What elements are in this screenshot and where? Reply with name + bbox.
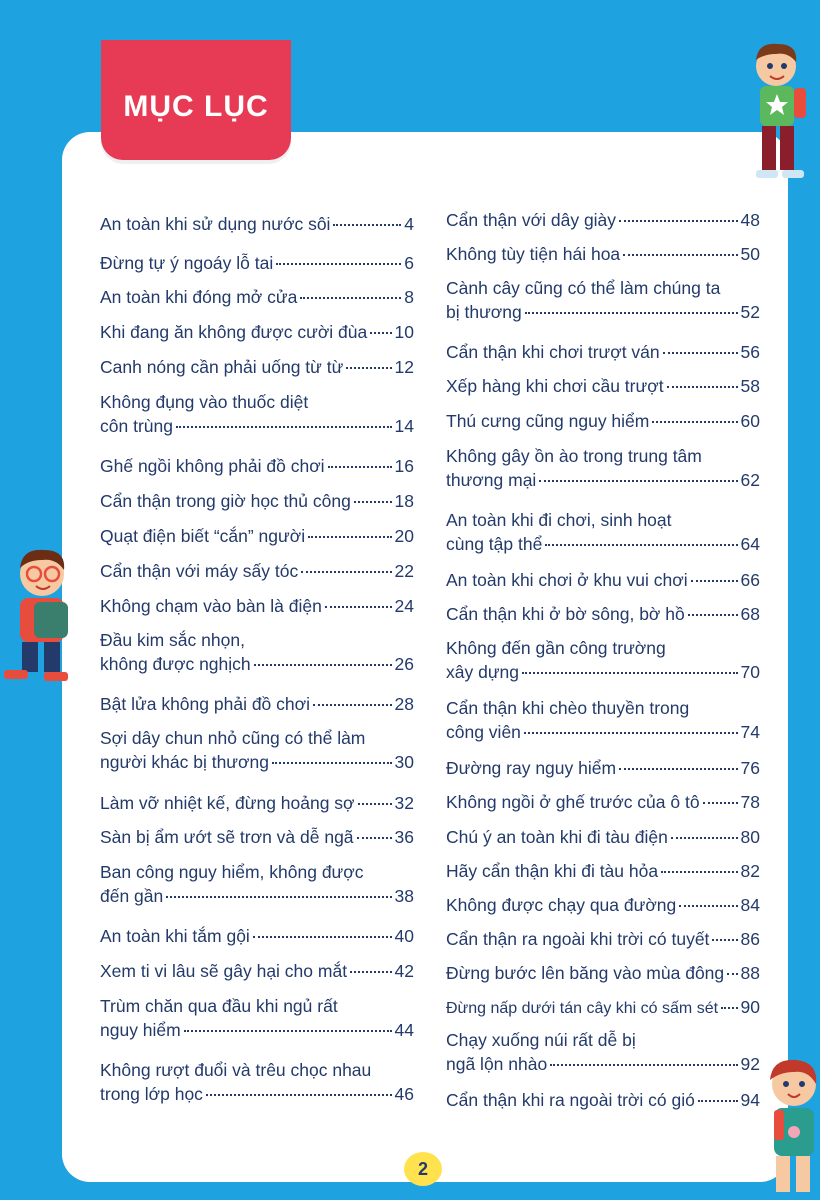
dot-leader — [721, 1007, 737, 1009]
dot-leader — [522, 672, 738, 674]
toc-entry-page: 58 — [740, 376, 760, 396]
toc-entry-page: 48 — [740, 210, 760, 230]
dot-leader — [691, 580, 738, 582]
boy-top-right-illustration — [738, 38, 818, 186]
toc-entry-title-line: Sợi dây chun nhỏ cũng có thể làm — [100, 728, 366, 748]
toc-entry-page: 24 — [394, 596, 414, 616]
toc-entry-title: Đừng tự ý ngoáy lỗ tai — [100, 253, 274, 273]
toc-entry-title: Cẩn thận trong giờ học thủ công — [100, 491, 351, 511]
toc-entry[interactable] — [446, 756, 760, 780]
dot-leader — [276, 263, 401, 265]
toc-entry[interactable] — [100, 212, 414, 236]
toc-entry-title: Không chạm vào bàn là điện — [100, 596, 322, 616]
dot-leader — [301, 571, 391, 573]
title-tab — [101, 40, 291, 160]
dot-leader — [166, 896, 391, 898]
toc-entry-title: Không được chạy qua đường — [446, 895, 677, 915]
page-title: MỤC LỤC — [123, 90, 269, 123]
toc-entry-page: 8 — [404, 287, 414, 307]
toc-entry-page: 78 — [740, 792, 760, 812]
toc-entry[interactable] — [446, 995, 760, 1021]
toc-entry-title-line: An toàn khi đi chơi, sinh hoạt — [446, 510, 672, 530]
toc-entry[interactable] — [446, 961, 760, 985]
toc-entry[interactable] — [446, 636, 760, 684]
toc-entry-title-line: Không rượt đuổi và trêu chọc nhau — [100, 1060, 372, 1080]
toc-entry-title: Cẩn thận ra ngoài khi trời có tuyết — [446, 929, 710, 949]
toc-entry-title: Đường ray nguy hiểm — [446, 758, 617, 778]
toc-entry-page: 82 — [740, 861, 760, 881]
toc-entry-page: 4 — [404, 214, 414, 234]
toc-entry[interactable] — [100, 825, 414, 849]
page-number: 2 — [417, 1158, 428, 1179]
toc-entry-title: bị thương — [446, 302, 522, 322]
dot-leader — [623, 254, 737, 256]
dot-leader — [539, 480, 737, 482]
toc-entry[interactable] — [446, 409, 760, 433]
toc-entry-page: 38 — [394, 886, 414, 906]
dot-leader — [550, 1064, 737, 1066]
toc-entry-title: đến gần — [100, 886, 164, 906]
dot-leader — [253, 936, 392, 938]
dot-leader — [652, 421, 737, 423]
dot-leader — [679, 905, 737, 907]
toc-entry[interactable] — [446, 790, 760, 814]
toc-entry-title-line: Đầu kim sắc nhọn, — [100, 630, 245, 650]
toc-entry[interactable] — [100, 285, 414, 309]
toc-entry-title: trong lớp học — [100, 1084, 203, 1104]
toc-entry[interactable] — [446, 208, 760, 232]
toc-entry-title: Xem ti vi lâu sẽ gây hại cho mắt — [100, 961, 348, 981]
toc-entry-title: Làm vỡ nhiệt kế, đừng hoảng sợ — [100, 793, 355, 813]
toc-entry-title: Bật lửa không phải đồ chơi — [100, 694, 310, 714]
toc-entry[interactable] — [100, 320, 414, 344]
toc-entry[interactable] — [100, 251, 414, 275]
toc-entry-page: 28 — [394, 694, 414, 714]
dot-leader — [333, 224, 401, 226]
toc-entry[interactable] — [446, 825, 760, 849]
toc-entry-page: 66 — [740, 570, 760, 590]
toc-entry-title: Đừng nấp dưới tán cây khi có sấm sét — [446, 1000, 719, 1017]
dot-leader — [525, 312, 738, 314]
toc-entry-page: 86 — [740, 929, 760, 949]
page-number-badge — [404, 1152, 442, 1186]
toc-entry-page: 22 — [394, 561, 414, 581]
toc-entry-title: công viên — [446, 722, 521, 742]
toc-entry-page: 80 — [740, 827, 760, 847]
toc-entry[interactable] — [100, 355, 414, 379]
dot-leader — [328, 466, 392, 468]
toc-entry-title: Quạt điện biết “cắn” người — [100, 526, 306, 546]
toc-entry[interactable] — [100, 628, 414, 676]
dot-leader — [357, 837, 392, 839]
toc-entry-page: 14 — [394, 416, 414, 436]
toc-entry[interactable] — [100, 726, 414, 774]
toc-entry-page: 94 — [740, 1090, 760, 1110]
dot-leader — [176, 426, 392, 428]
toc-entry-page: 92 — [740, 1054, 760, 1074]
toc-entry-title-line: Trùm chăn qua đầu khi ngủ rất — [100, 996, 338, 1016]
toc-entry-title: thương mại — [446, 470, 537, 490]
toc-entry-title: nguy hiểm — [100, 1020, 181, 1040]
toc-entry-title: An toàn khi đóng mở cửa — [100, 287, 298, 307]
toc-entry-page: 88 — [740, 963, 760, 983]
dot-leader — [358, 803, 392, 805]
toc-entry-page: 44 — [394, 1020, 414, 1040]
toc-entry[interactable] — [100, 524, 414, 548]
toc-entry-title-line: Không gây ồn ào trong trung tâm — [446, 446, 702, 466]
toc-entry[interactable] — [100, 860, 414, 908]
toc-entry[interactable] — [446, 602, 760, 626]
toc-entry[interactable] — [100, 390, 414, 438]
toc-entry-title: côn trùng — [100, 416, 173, 436]
dot-leader — [698, 1100, 738, 1102]
dot-leader — [370, 332, 391, 334]
toc-entry-title-line: Không đụng vào thuốc diệt — [100, 392, 309, 412]
toc-entry-title: An toàn khi chơi ở khu vui chơi — [446, 570, 688, 590]
toc-entry-page: 52 — [740, 302, 760, 322]
dot-leader — [663, 352, 738, 354]
toc-entry[interactable] — [446, 508, 760, 556]
toc-entry-title: Hãy cẩn thận khi đi tàu hỏa — [446, 861, 659, 881]
toc-entry-title: An toàn khi sử dụng nước sôi — [100, 214, 331, 234]
toc-entry-title: Chú ý an toàn khi đi tàu điện — [446, 827, 668, 847]
toc-entry[interactable] — [446, 927, 760, 951]
toc-entry[interactable] — [446, 568, 760, 592]
dot-leader — [661, 871, 737, 873]
toc-entry-title: không được nghịch — [100, 654, 251, 674]
toc-entry[interactable] — [100, 1058, 414, 1106]
toc-entry-page: 74 — [740, 722, 760, 742]
dot-leader — [688, 614, 738, 616]
toc-entry-title: Đừng bước lên băng vào mùa đông — [446, 963, 725, 983]
toc-entry-page: 70 — [740, 662, 760, 682]
toc-entry-page: 18 — [394, 491, 414, 511]
toc-entry-title: Thú cưng cũng nguy hiểm — [446, 411, 650, 431]
toc-entry-page: 62 — [740, 470, 760, 490]
toc-entry-page: 46 — [394, 1084, 414, 1104]
toc-entry-title: Không tùy tiện hái hoa — [446, 244, 621, 264]
toc-entry-page: 56 — [740, 342, 760, 362]
toc-entry-title-line: Ban công nguy hiểm, không được — [100, 862, 364, 882]
toc-entry-page: 20 — [394, 526, 414, 546]
toc-entry-title: Sàn bị ẩm ướt sẽ trơn và dễ ngã — [100, 827, 354, 847]
dot-leader — [346, 367, 391, 369]
toc-entry[interactable] — [100, 994, 414, 1042]
toc-entry-title-line: Cành cây cũng có thể làm chúng ta — [446, 278, 721, 298]
toc-entry-page: 50 — [740, 244, 760, 264]
dot-leader — [325, 606, 392, 608]
toc-entry[interactable] — [100, 692, 414, 716]
toc-entry-page: 64 — [740, 534, 760, 554]
toc-entry[interactable] — [446, 276, 760, 324]
dot-leader — [524, 732, 738, 734]
toc-entry[interactable] — [100, 594, 414, 618]
toc-entry[interactable] — [446, 893, 760, 917]
toc-entry-title: An toàn khi tắm gội — [100, 926, 250, 946]
dot-leader — [354, 501, 392, 503]
toc-entry-title: Cẩn thận khi ở bờ sông, bờ hồ — [446, 604, 685, 624]
toc-entry[interactable] — [100, 559, 414, 583]
dot-leader — [313, 704, 392, 706]
toc-entry-title: Cẩn thận khi chơi trượt ván — [446, 342, 660, 362]
toc-entry-page: 40 — [394, 926, 414, 946]
dot-leader — [703, 802, 738, 804]
toc-entry[interactable] — [446, 1028, 760, 1076]
toc-entry[interactable] — [100, 924, 414, 948]
toc-entry-title: Ghế ngồi không phải đồ chơi — [100, 456, 325, 476]
dot-leader — [671, 837, 738, 839]
toc-entry-page: 42 — [394, 961, 414, 981]
dot-leader — [254, 664, 392, 666]
toc-entry[interactable] — [100, 791, 414, 815]
toc-entry-title: Xếp hàng khi chơi cầu trượt — [446, 376, 664, 396]
dot-leader — [350, 971, 391, 973]
toc-entry-title-line: Chạy xuống núi rất dễ bị — [446, 1030, 636, 1050]
toc-entry[interactable] — [446, 444, 760, 492]
toc-entry-page: 12 — [394, 357, 414, 377]
toc-entry-title-line: Không đến gần công trường — [446, 638, 666, 658]
toc-entry-title: Cẩn thận khi ra ngoài trời có gió — [446, 1090, 695, 1110]
dot-leader — [619, 220, 737, 222]
toc-entry-title: người khác bị thương — [100, 752, 269, 772]
toc-entry[interactable] — [446, 1088, 760, 1112]
toc-entry-page: 32 — [394, 793, 414, 813]
toc-entry-page: 36 — [394, 827, 414, 847]
dot-leader — [727, 973, 737, 975]
toc-entry-page: 60 — [740, 411, 760, 431]
dot-leader — [184, 1030, 392, 1032]
toc-entry[interactable] — [446, 696, 760, 744]
toc-entry-page: 90 — [740, 997, 760, 1017]
toc-entry-title: Cẩn thận với máy sấy tóc — [100, 561, 299, 581]
toc-entry-page: 84 — [740, 895, 760, 915]
toc-entry[interactable] — [100, 959, 414, 983]
dot-leader — [545, 544, 737, 546]
dot-leader — [272, 762, 392, 764]
toc-entry-page: 10 — [394, 322, 414, 342]
toc-entry-title: ngã lộn nhào — [446, 1054, 548, 1074]
toc-entry[interactable] — [446, 340, 760, 364]
toc-entry[interactable] — [100, 489, 414, 513]
toc-entry[interactable] — [446, 242, 760, 266]
toc-entry-page: 76 — [740, 758, 760, 778]
dot-leader — [206, 1094, 392, 1096]
toc-entry-title: Khi đang ăn không được cười đùa — [100, 322, 368, 342]
toc-entry-title: Không ngồi ở ghế trước của ô tô — [446, 792, 700, 812]
toc-entry-page: 30 — [394, 752, 414, 772]
toc-entry-page: 6 — [404, 253, 414, 273]
toc-entry-title: Canh nóng cần phải uống từ từ — [100, 357, 344, 377]
toc-entry-title: Cẩn thận với dây giày — [446, 210, 617, 230]
toc-entry[interactable] — [100, 454, 414, 478]
toc-entry-page: 16 — [394, 456, 414, 476]
toc-entry-title-line: Cẩn thận khi chèo thuyền trong — [446, 698, 690, 718]
toc-entry-title: cùng tập thể — [446, 534, 543, 554]
dot-leader — [712, 939, 737, 941]
dot-leader — [619, 768, 737, 770]
dot-leader — [300, 297, 401, 299]
toc-entry-page: 68 — [740, 604, 760, 624]
toc-entry-page: 26 — [394, 654, 414, 674]
toc-entry[interactable] — [446, 374, 760, 398]
dot-leader — [667, 386, 738, 388]
toc-entry[interactable] — [446, 859, 760, 883]
girl-bottom-right-illustration — [760, 1050, 820, 1200]
toc-entry-title: xây dựng — [446, 662, 520, 682]
dot-leader — [308, 536, 391, 538]
boy-left-illustration — [0, 540, 80, 690]
